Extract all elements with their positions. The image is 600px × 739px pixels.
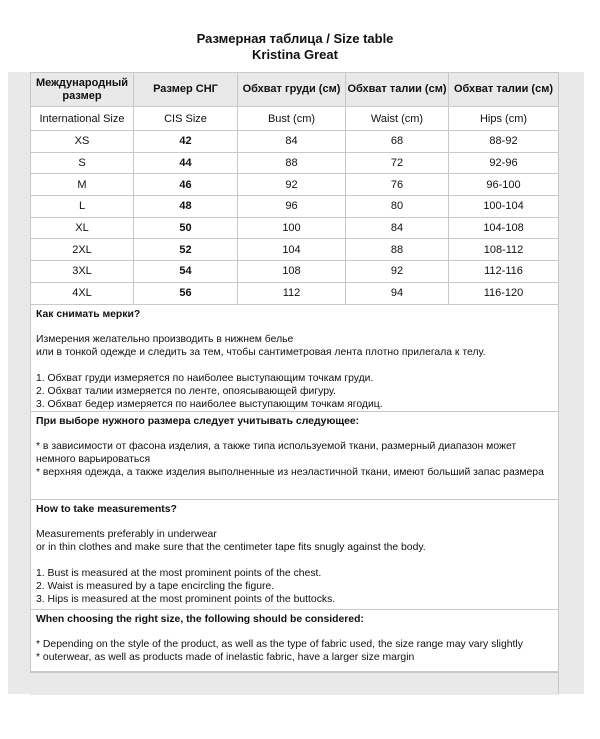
- table-row: [31, 282, 559, 304]
- intl-size-cell: M: [31, 174, 134, 196]
- hips-cell: 88-92: [449, 131, 559, 153]
- intl-size-cell: 2XL: [31, 239, 134, 261]
- bust-cell: 112: [238, 282, 346, 304]
- hips-cell: 96-100: [449, 174, 559, 196]
- waist-cell: 92: [346, 261, 449, 283]
- brand-subtitle: Kristina Great: [252, 47, 338, 62]
- hips-cell: 116-120: [449, 282, 559, 304]
- bust-cell: 96: [238, 196, 346, 218]
- waist-cell: 84: [346, 217, 449, 239]
- bust-cell: 92: [238, 174, 346, 196]
- subheader-cell: Bust (cm): [238, 107, 346, 131]
- section-text: or in thin clothes and make sure that the centimeter tape fits snugly against the body.: [36, 542, 426, 553]
- header-cell: Обхват груди (см): [238, 73, 346, 107]
- list-item: * outerwear, as well as products made of inelastic fabric, have a larger size margin: [36, 652, 415, 663]
- subheader-cell: International Size: [31, 107, 134, 131]
- sheet-footer-row: [30, 672, 558, 695]
- header-cell: Обхват талии (см): [449, 73, 559, 107]
- cis-size-cell: 50: [134, 217, 238, 239]
- intl-size-cell: XL: [31, 217, 134, 239]
- bust-cell: 104: [238, 239, 346, 261]
- subheader-cell: CIS Size: [134, 107, 238, 131]
- en-choose-section: [30, 610, 558, 672]
- table-row: [31, 196, 559, 218]
- table-row: [31, 131, 559, 153]
- waist-cell: 72: [346, 152, 449, 174]
- bust-cell: 84: [238, 131, 346, 153]
- list-item: 3. Hips is measured at the most prominent points of the buttocks.: [36, 594, 336, 605]
- ru-measure-section: [30, 305, 558, 412]
- header-cell: Обхват талии (см): [346, 73, 449, 107]
- subheader-cell: Waist (cm): [346, 107, 449, 131]
- list-item: 2. Waist is measured by a tape encircling the figure.: [36, 581, 275, 592]
- section-text: Measurements preferably in underwear: [36, 529, 217, 540]
- row-gutter-left: [8, 72, 31, 694]
- hips-cell: 104-108: [449, 217, 559, 239]
- cis-size-cell: 48: [134, 196, 238, 218]
- cis-size-cell: 44: [134, 152, 238, 174]
- intl-size-cell: 4XL: [31, 282, 134, 304]
- waist-cell: 94: [346, 282, 449, 304]
- bust-cell: 100: [238, 217, 346, 239]
- table-header-row: [31, 73, 559, 107]
- intl-size-cell: XS: [31, 131, 134, 153]
- bust-cell: 88: [238, 152, 346, 174]
- list-item: 1. Обхват груди измеряется по наиболее выступающим точкам груди.: [36, 373, 374, 384]
- hips-cell: 100-104: [449, 196, 559, 218]
- bust-cell: 108: [238, 261, 346, 283]
- row-gutter-right: [558, 72, 584, 694]
- page-title: Размерная таблица / Size table: [196, 31, 394, 46]
- cis-size-cell: 56: [134, 282, 238, 304]
- header-cell: Размер СНГ: [134, 73, 238, 107]
- ru-choose-section: [30, 412, 558, 500]
- intl-size-cell: L: [31, 196, 134, 218]
- list-item: 2. Обхват талии измеряется по ленте, опоясывающей фигуру.: [36, 386, 336, 397]
- table-subheader-row: [31, 107, 559, 131]
- section-heading: When choosing the right size, the following should be considered:: [36, 614, 364, 625]
- intl-size-cell: 3XL: [31, 261, 134, 283]
- hips-cell: 92-96: [449, 152, 559, 174]
- list-item: * верхняя одежда, а также изделия выполненные из неэластичной ткани, имеют больший запас размера: [36, 467, 544, 478]
- list-item: * в зависимости от фасона изделия, а также типа используемой ткани, размерный диапазон может немного варьироваться: [36, 441, 517, 465]
- size-table: [30, 72, 559, 305]
- list-item: * Depending on the style of the product, as well as the type of fabric used, the size range may vary slightly: [36, 639, 523, 650]
- en-measure-section: [30, 500, 558, 610]
- list-item: 3. Обхват бедер измеряется по наиболее выступающим точкам ягодиц.: [36, 399, 383, 410]
- waist-cell: 68: [346, 131, 449, 153]
- hips-cell: 112-116: [449, 261, 559, 283]
- cis-size-cell: 52: [134, 239, 238, 261]
- section-heading: Как снимать мерки?: [36, 309, 141, 320]
- cis-size-cell: 46: [134, 174, 238, 196]
- section-heading: При выборе нужного размера следует учитывать следующее:: [36, 416, 360, 427]
- table-row: [31, 239, 559, 261]
- section-text: или в тонкой одежде и следить за тем, чтобы сантиметровая лента плотно прилегала к телу.: [36, 347, 486, 358]
- subheader-cell: Hips (cm): [449, 107, 559, 131]
- table-row: [31, 174, 559, 196]
- size-sheet: [8, 72, 583, 694]
- header-cell: Международный размер: [31, 73, 134, 107]
- list-item: 1. Bust is measured at the most prominent points of the chest.: [36, 568, 322, 579]
- table-row: [31, 261, 559, 283]
- cis-size-cell: 42: [134, 131, 238, 153]
- section-text: Измерения желательно производить в нижнем белье: [36, 334, 294, 345]
- section-heading: How to take measurements?: [36, 504, 177, 515]
- waist-cell: 80: [346, 196, 449, 218]
- table-row: [31, 152, 559, 174]
- intl-size-cell: S: [31, 152, 134, 174]
- cis-size-cell: 54: [134, 261, 238, 283]
- table-row: [31, 217, 559, 239]
- hips-cell: 108-112: [449, 239, 559, 261]
- waist-cell: 76: [346, 174, 449, 196]
- waist-cell: 88: [346, 239, 449, 261]
